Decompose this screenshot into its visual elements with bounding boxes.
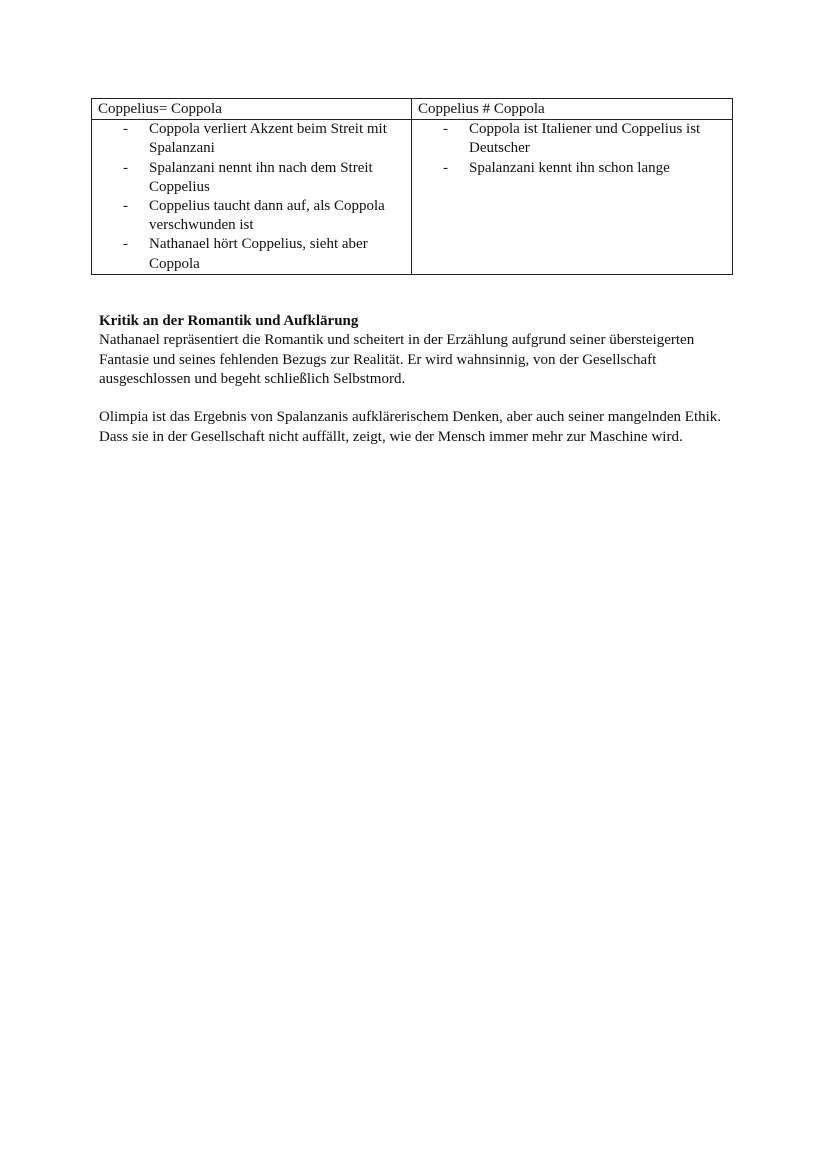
dash-bullet: -: [123, 198, 128, 215]
list-item: [418, 120, 726, 158]
list-item: [418, 159, 726, 178]
list-item-text: Nathanael hört Coppelius, sieht aber Coppola: [149, 236, 368, 272]
list-item: [98, 235, 405, 273]
header-cell-not-equal: Coppelius # Coppola: [412, 99, 733, 120]
list-item-text: Coppola verliert Akzent beim Streit mit Spalanzani: [149, 121, 387, 157]
dash-bullet: -: [123, 121, 128, 138]
table-header-row: [92, 99, 733, 120]
cell-equal-arguments: [92, 120, 412, 275]
dash-bullet: -: [123, 159, 128, 176]
table-body-row: [92, 120, 733, 275]
section-heading: Kritik an der Romantik und Aufklärung: [99, 313, 359, 329]
cell-not-equal-arguments: [412, 120, 733, 275]
list-item-text: Coppola ist Italiener und Coppelius ist Deutscher: [469, 121, 701, 157]
paragraph-nathanael: Nathanael repräsentiert die Romantik und scheitert in der Erzählung aufgrund seiner übersteigerten Fantasie und seines fehlenden Bezugs zur Realität. Er wird wahnsinnig, von der Gesellschaft ausgeschlossen und begeht schließlich Selbstmord.: [99, 332, 695, 387]
list-item: [98, 120, 405, 158]
header-cell-equal: Coppelius= Coppola: [92, 99, 412, 120]
comparison-table: [91, 98, 733, 275]
equal-arguments-list: [98, 120, 405, 274]
list-item-text: Spalanzani kennt ihn schon lange: [469, 159, 670, 176]
list-item: [98, 197, 405, 235]
not-equal-arguments-list: [418, 120, 726, 178]
list-item-text: Spalanzani nennt ihn nach dem Streit Coppelius: [149, 159, 373, 195]
dash-bullet: -: [443, 159, 448, 176]
list-item: [98, 159, 405, 197]
dash-bullet: -: [123, 236, 128, 253]
paragraph-olimpia: Olimpia ist das Ergebnis von Spalanzanis aufklärerischem Denken, aber auch seiner mangelnden Ethik. Dass sie in der Gesellschaft nicht auffällt, zeigt, wie der Mensch immer mehr zur Maschine wird.: [99, 409, 722, 445]
dash-bullet: -: [443, 121, 448, 138]
critique-section: [99, 312, 729, 447]
list-item-text: Coppelius taucht dann auf, als Coppola verschwunden ist: [149, 198, 385, 234]
